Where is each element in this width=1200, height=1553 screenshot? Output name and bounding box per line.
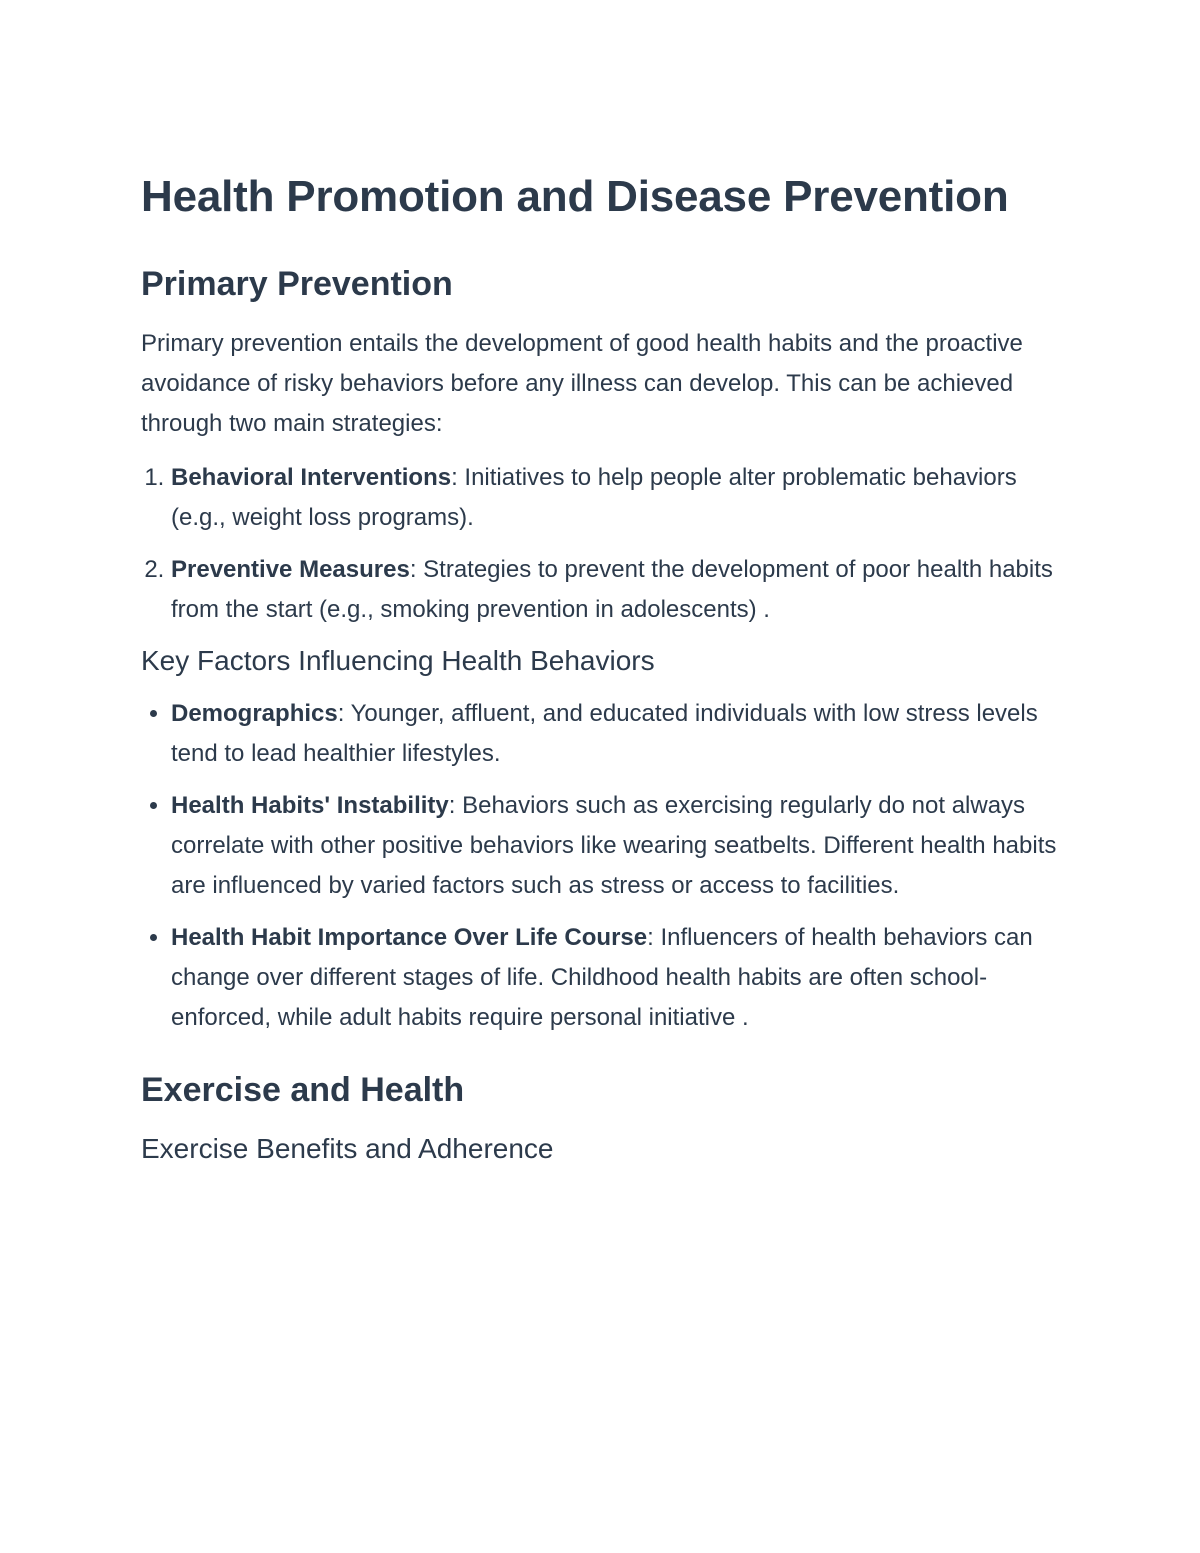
section-heading-exercise-and-health: Exercise and Health — [141, 1071, 465, 1109]
factor-text: : Behaviors such as exercising regularly do not always correlate with other positive behaviors like wearing seatbelts. Different health habits are influenced by varied factors such as stress or access to facilities. — [171, 792, 1057, 899]
factor-term: Health Habit Importance Over Life Course — [171, 924, 648, 951]
key-factors-list — [141, 694, 1071, 1038]
document-page — [141, 166, 1071, 1182]
document-title: Health Promotion and Disease Prevention — [141, 172, 1009, 221]
factor-term: Demographics — [171, 700, 338, 727]
factor-item — [171, 694, 1071, 774]
factor-text: : Influencers of health behaviors can change over different stages of life. Childhood health habits are often school-enforced, while adult habits require personal initiative . — [171, 924, 1033, 1031]
strategy-term: Preventive Measures — [171, 556, 410, 583]
primary-prevention-intro: Primary prevention entails the development of good health habits and the proactive avoidance of risky behaviors before any illness can develop. This can be achieved through two main strategies: — [141, 330, 1023, 437]
subsection-heading-key-factors: Key Factors Influencing Health Behaviors — [141, 645, 655, 676]
section-heading-primary-prevention: Primary Prevention — [141, 265, 453, 303]
factor-item — [171, 786, 1071, 906]
subsection-heading-exercise-benefits: Exercise Benefits and Adherence — [141, 1133, 554, 1164]
factor-item — [171, 918, 1071, 1038]
factor-term: Health Habits' Instability — [171, 792, 449, 819]
strategy-item — [171, 458, 1071, 538]
strategy-term: Behavioral Interventions — [171, 464, 452, 491]
strategy-text: : Initiatives to help people alter problematic behaviors (e.g., weight loss programs). — [171, 464, 1017, 531]
strategies-list — [141, 458, 1071, 630]
strategy-item — [171, 550, 1071, 630]
strategy-text: : Strategies to prevent the development of poor health habits from the start (e.g., smoking prevention in adolescents) . — [171, 556, 1053, 623]
factor-text: : Younger, affluent, and educated individuals with low stress levels tend to lead healthier lifestyles. — [171, 700, 1038, 767]
